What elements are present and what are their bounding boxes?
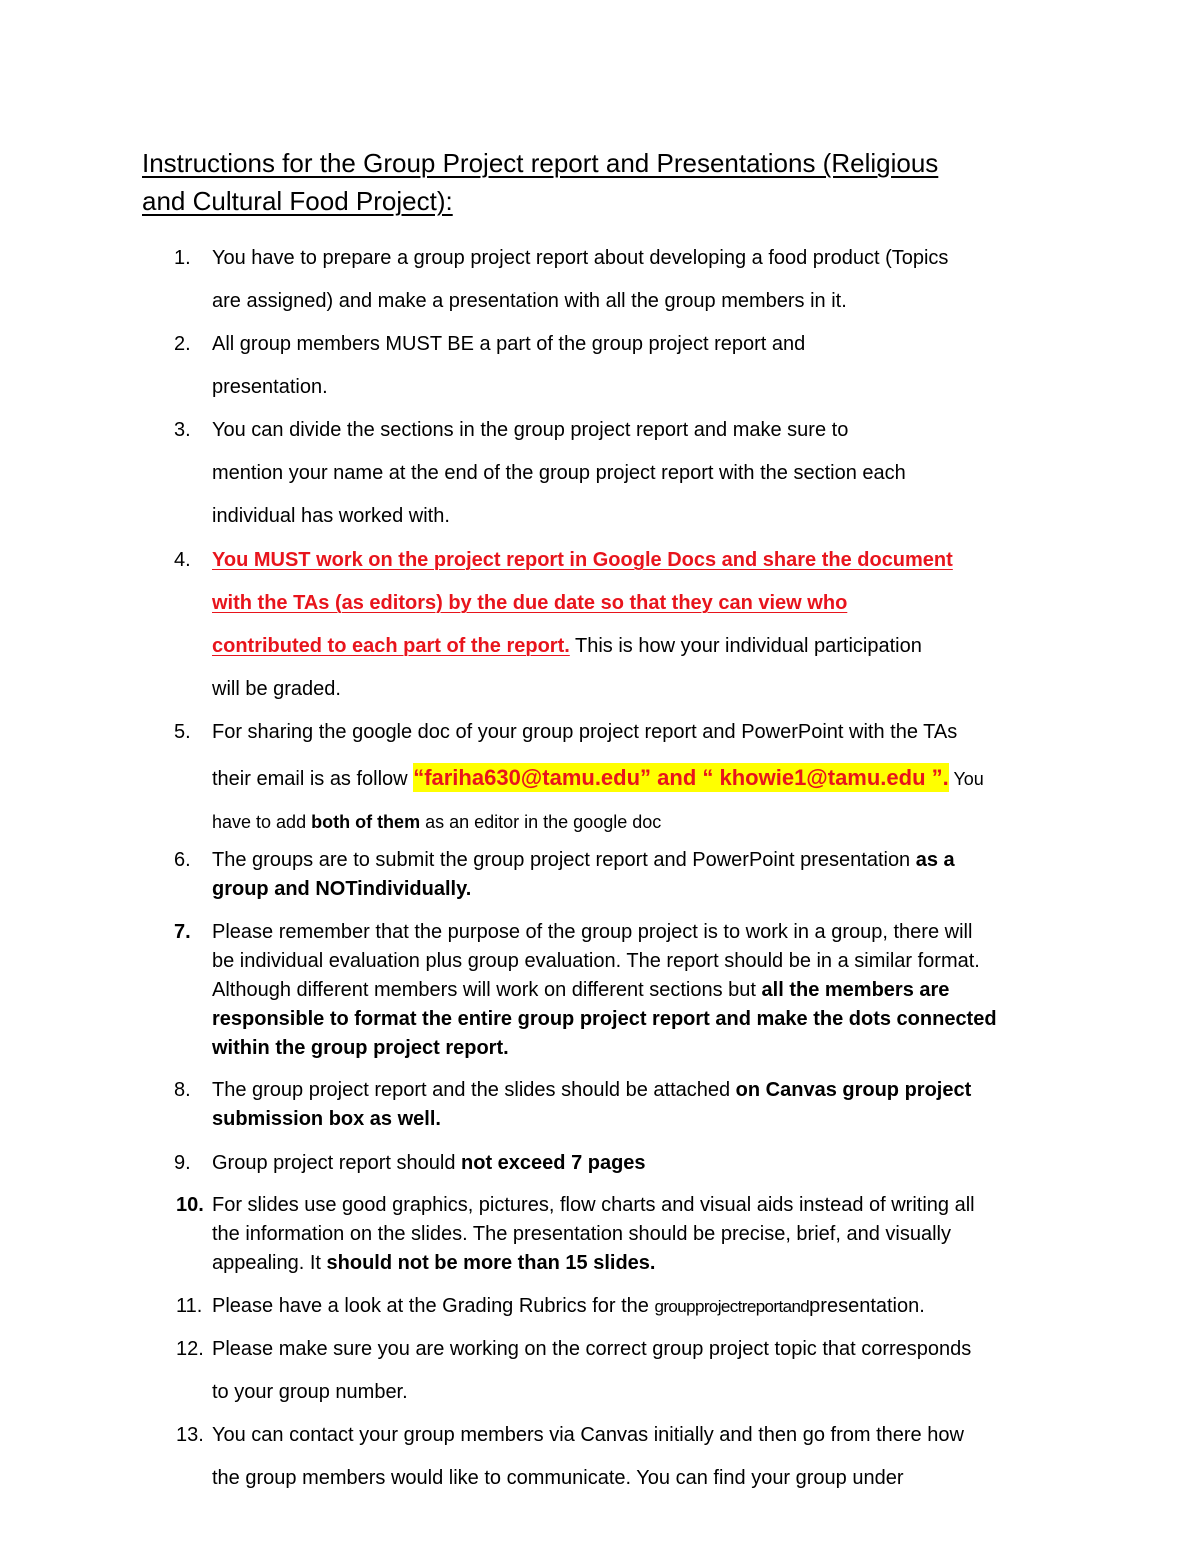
list-item-text: Group project report should not exceed 7 pages — [212, 1152, 646, 1174]
red-notice-line: You MUST work on the project report in Google Docs and share the document — [212, 549, 953, 571]
list-item-text: Please make sure you are working on the correct group project topic that corresponds to your group number. — [212, 1338, 972, 1403]
list-number: 7. — [174, 921, 191, 943]
list-number: 4. — [174, 549, 191, 571]
list-item-text: Please remember that the purpose of the group project is to work in a group, there will be individual evaluation plus group evaluation. The report should be in a similar format. Although different members will work on different sections but all the members are responsible to format the entire group project report and make the dots connected within the group project report. — [212, 921, 997, 1059]
list-number: 11. — [176, 1295, 203, 1317]
list-number: 12. — [176, 1338, 204, 1360]
list-number: 13. — [176, 1424, 204, 1446]
title-line-1: Instructions for the Group Project report and Presentations (Religious — [142, 148, 939, 178]
list-number: 6. — [174, 849, 191, 871]
list-item-text: For sharing the google doc of your group project report and PowerPoint with the TAs their email is as follow “fariha630@tamu.edu” and “ khowie1@tamu.edu ”. You have to add both of them as an editor in the google doc — [212, 721, 984, 832]
list-number: 2. — [174, 333, 191, 355]
list-number: 3. — [174, 419, 191, 441]
list-number: 8. — [174, 1079, 191, 1101]
list-item-text: Please have a look at the Grading Rubrics for the groupprojectreportandpresentation. — [212, 1295, 925, 1317]
list-number: 5. — [174, 721, 191, 743]
list-item-text: You can contact your group members via Canvas initially and then go from there how the group members would like to communicate. You can find your group under — [212, 1424, 964, 1489]
list-item-text: All group members MUST BE a part of the group project report and presentation. — [212, 333, 806, 398]
list-number: 9. — [174, 1152, 191, 1174]
list-item-text: The group project report and the slides should be attached on Canvas group project submission box as well. — [212, 1079, 972, 1130]
red-notice-line: with the TAs (as editors) by the due date so that they can view who — [212, 592, 848, 614]
ta-emails-highlight: “fariha630@tamu.edu” and “ khowie1@tamu.edu ”. — [413, 765, 949, 790]
list-item-text: The groups are to submit the group project report and PowerPoint presentation as a group and NOTindividually. — [212, 849, 955, 900]
list-item-text: You can divide the sections in the group project report and make sure to mention your name at the end of the group project report with the section each individual has worked with. — [212, 419, 906, 527]
list-item-text: For slides use good graphics, pictures, flow charts and visual aids instead of writing all the information on the slides. The presentation should be precise, brief, and visually appealing. It should not be more than 15 slides. — [212, 1194, 975, 1274]
list-number: 1. — [174, 247, 191, 269]
red-notice-line: contributed to each part of the report. — [212, 635, 570, 657]
list-item-text: You MUST work on the project report in Google Docs and share the document with the TAs (as editors) by the due date so that they can view who contributed to each part of the report. This is how your individual participation will be graded. — [212, 549, 953, 700]
list-number: 10. — [176, 1194, 204, 1216]
document-title — [142, 144, 1072, 220]
list-item-text: You have to prepare a group project report about developing a food product (Topics are assigned) and make a presentation with all the group members in it. — [212, 247, 949, 312]
title-line-2: and Cultural Food Project): — [142, 186, 453, 216]
